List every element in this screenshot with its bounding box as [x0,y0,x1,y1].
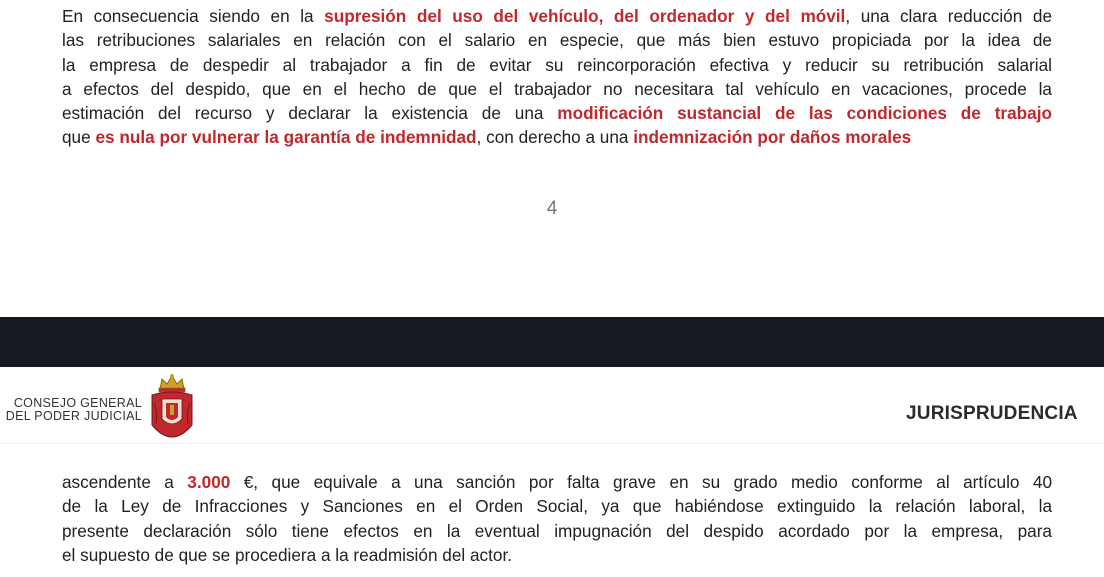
body-text: el supuesto de que se procediera a la readmisión del actor. [62,544,513,565]
body-text: a efectos del despido, que en el hecho de que el trabajador no necesitara tal vehículo en vacaciones, procede la [62,78,1052,99]
paragraph-top [62,4,1052,150]
crest-logo-icon [148,373,196,439]
text-line [62,543,1052,567]
body-text: €, que equivale a una sanción por falta grave en su grado medio conforme al artículo 40 [230,472,1052,492]
text-line [62,494,1052,518]
body-text: En consecuencia siendo en la [62,6,325,26]
document-header [0,367,1104,444]
body-text: de la Ley de Infracciones y Sanciones en el Orden Social, ya que habiéndose extinguido la relación laboral, la [62,496,1052,517]
highlighted-text: es nula por vulnerar la garantía de indemnidad [95,127,477,148]
text-line [62,470,1052,494]
org-name-line1: CONSEJO GENERAL [13,396,142,410]
highlighted-text: 3.000 [187,472,231,492]
highlighted-text: indemnización por daños morales [633,127,912,148]
section-title: JURISPRUDENCIA [906,403,1078,424]
body-text: , una clara reducción de [845,6,1053,26]
body-text: las retribuciones salariales en relación con el salario en especie, que más bien estuvo propiciada por la idea de [62,30,1052,51]
text-line [62,4,1052,28]
body-text: estimación del recurso y declarar la existencia de una [62,103,558,124]
body-text: , con derecho a una [476,127,634,148]
text-line [62,28,1052,52]
page-separator [0,317,1104,367]
body-text: la empresa de despedir al trabajador a fin de evitar su reincorporación efectiva y reducir su retribución salarial [62,54,1052,75]
body-text: que [62,127,96,148]
text-line [62,53,1052,77]
org-name [2,397,142,423]
text-line [62,125,1052,149]
text-line [62,519,1052,543]
text-line [62,101,1052,125]
body-text: ascendente a [62,472,188,492]
page-number: 4 [546,198,558,219]
paragraph-bottom [62,470,1052,567]
highlighted-text: modificación sustancial de las condiciones de trabajo [557,103,1052,124]
text-line [62,77,1052,101]
org-name-line2: DEL PODER JUDICIAL [5,409,142,423]
body-text: presente declaración sólo tiene efectos en la eventual impugnación del despido acordado por la empresa, para [62,520,1052,541]
highlighted-text: supresión del uso del vehículo, del ordenador y del móvil [324,6,846,26]
